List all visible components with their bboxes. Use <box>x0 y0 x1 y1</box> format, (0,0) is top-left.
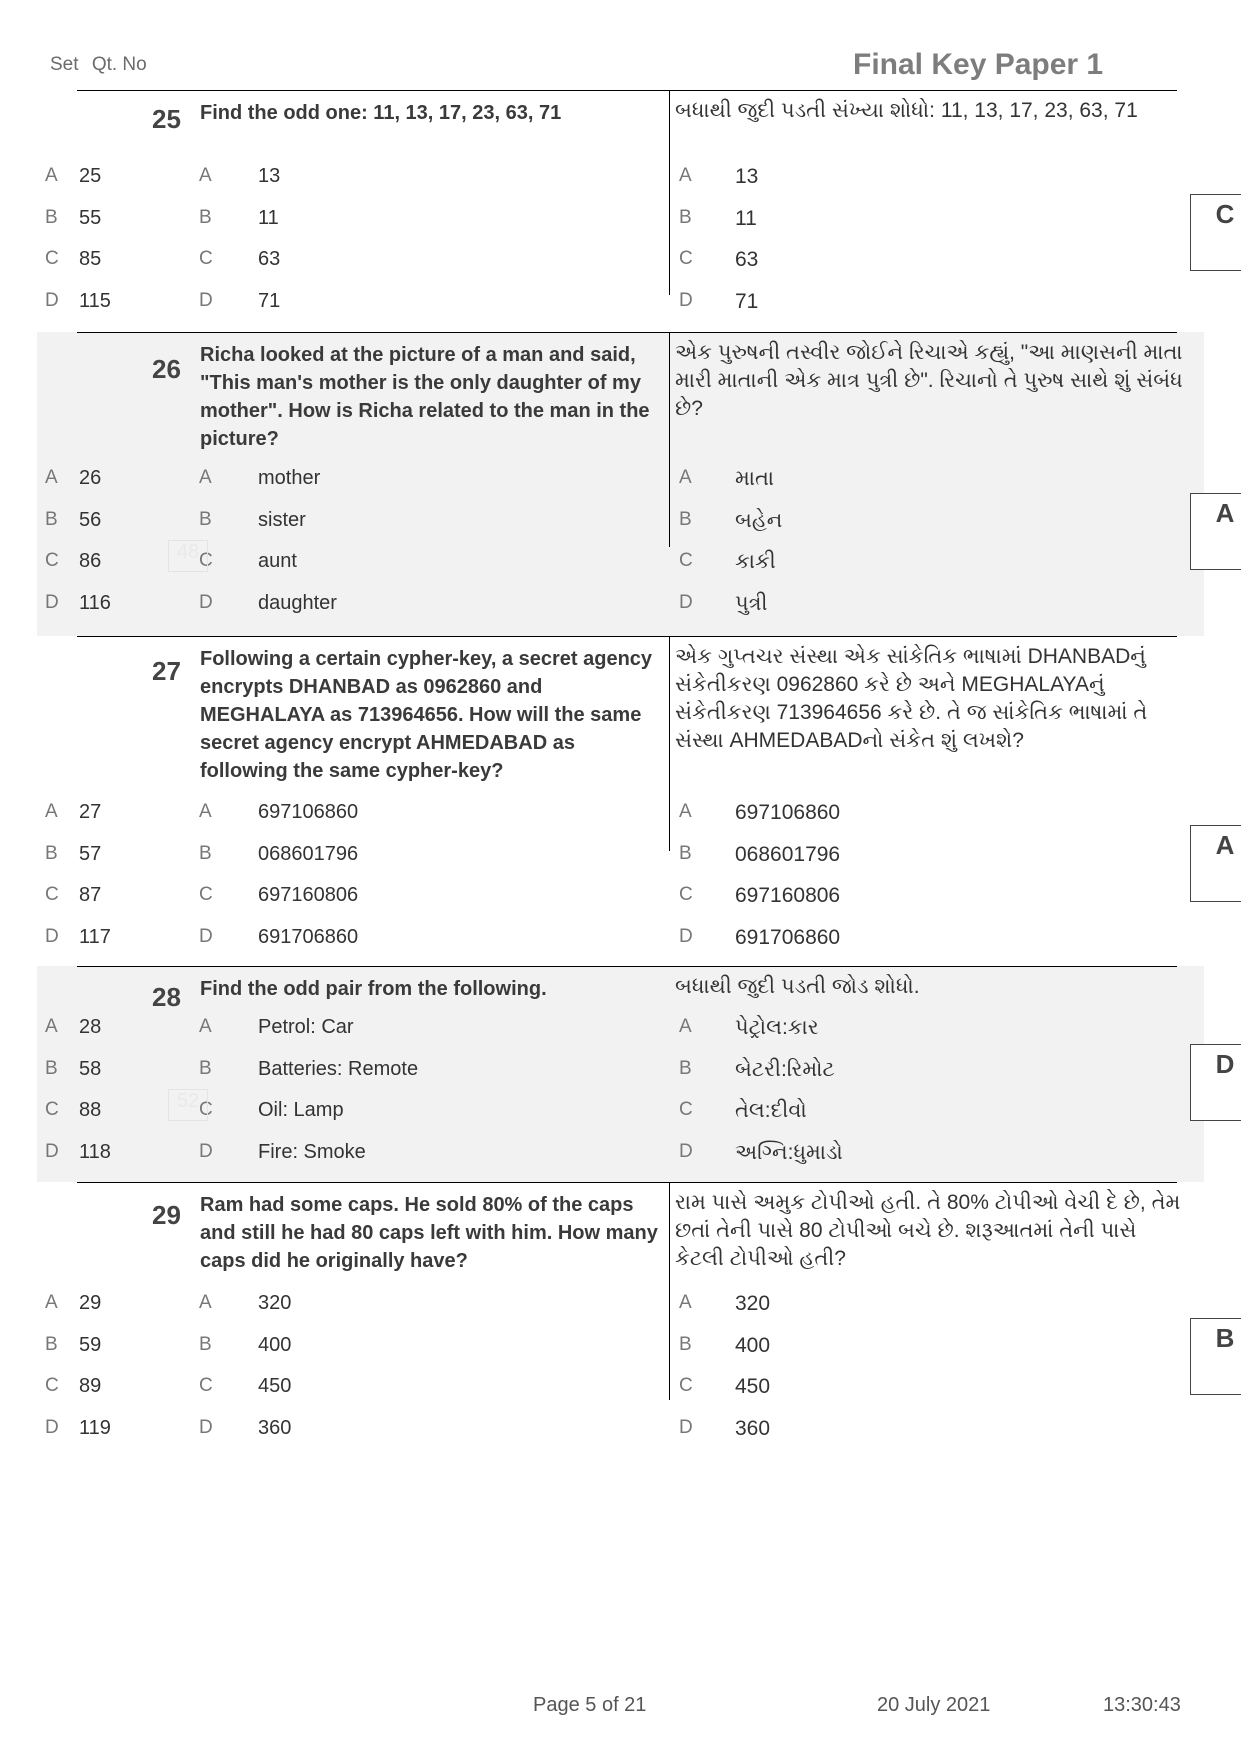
set-question-number: 116 <box>79 591 111 614</box>
set-letter: C <box>45 248 59 269</box>
question-block <box>37 332 1235 636</box>
question-block <box>37 1182 1235 1452</box>
question-text-english: Following a certain cypher-key, a secret agency encrypts DHANBAD as 0962860 and MEGHALAYA as 713964656. How will the same secret agency encrypt AHMEDABAD as following the same cypher-key? <box>200 648 653 782</box>
set-question-number: 58 <box>79 1057 102 1080</box>
option-text-english: 11 <box>258 206 279 229</box>
option-row <box>37 165 1204 195</box>
option-letter-english: B <box>199 206 212 228</box>
answer-key-box <box>1190 493 1241 570</box>
option-letter-gujarati: C <box>679 550 693 571</box>
set-letter: D <box>45 1416 59 1438</box>
option-text-gujarati: 697106860 <box>735 801 841 824</box>
option-text-english: aunt <box>258 550 297 572</box>
option-text-english: 691706860 <box>258 925 359 948</box>
question-text-gujarati: બધાથી જુદી પડતી જોડ શોધો. <box>675 975 920 998</box>
question-text-english: Richa looked at the picture of a man and said, "This man's mother is the only daughter of my mother". How is Richa related to the man in the picture? <box>200 344 650 450</box>
option-text-english: 71 <box>258 289 281 312</box>
print-time: 13:30:43 <box>1103 1694 1181 1716</box>
set-letter: C <box>45 1099 59 1120</box>
option-text-gujarati: 450 <box>735 1375 771 1398</box>
separator-line <box>77 90 1177 91</box>
set-question-number: 55 <box>79 206 102 229</box>
set-letter: A <box>45 1292 58 1313</box>
option-text-english: Oil: Lamp <box>258 1099 344 1121</box>
option-text-english: 63 <box>258 248 281 270</box>
separator-line <box>77 332 1177 333</box>
option-letter-english: B <box>199 842 212 864</box>
set-question-number: 59 <box>79 1333 102 1356</box>
separator-line <box>77 636 1177 637</box>
option-row <box>37 1334 1204 1364</box>
question-text-english: Ram had some caps. He sold 80% of the caps and still he had 80 caps left with him. How many caps did he originally have? <box>200 1194 658 1272</box>
option-text-gujarati: 400 <box>735 1333 771 1357</box>
page-title: Final Key Paper 1 <box>853 48 1104 81</box>
set-question-number: 25 <box>79 165 102 187</box>
column-divider <box>669 1182 670 1400</box>
set-letter: D <box>45 925 59 947</box>
option-letter-english: C <box>199 1375 213 1396</box>
option-letter-english: D <box>199 289 213 311</box>
option-letter-gujarati: D <box>679 1140 693 1162</box>
set-label: Set <box>50 54 79 75</box>
column-header <box>50 54 155 76</box>
option-text-english: 400 <box>258 1333 292 1356</box>
question-block <box>37 966 1235 1182</box>
option-letter-english: B <box>199 1057 212 1079</box>
option-letter-gujarati: C <box>679 1375 693 1396</box>
option-row <box>37 801 1204 831</box>
set-question-number: 86 <box>79 550 102 572</box>
option-text-english: 360 <box>258 1416 292 1439</box>
set-question-number: 88 <box>79 1099 102 1121</box>
option-row <box>37 467 1204 497</box>
set-letter: A <box>45 165 58 186</box>
set-letter: B <box>45 842 58 864</box>
separator-line <box>77 966 1177 967</box>
set-question-number: 118 <box>79 1140 111 1163</box>
question-text-gujarati: બધાથી જુદી પડતી સંખ્યા શોધો: 11, 13, 17, 23, 63, 71 <box>675 99 1138 122</box>
option-row <box>37 1016 1204 1046</box>
set-question-number: 89 <box>79 1375 102 1397</box>
set-letter: D <box>45 1140 59 1162</box>
set-letter: C <box>45 1375 59 1396</box>
option-letter-english: A <box>199 467 212 488</box>
option-text-gujarati: બહેન <box>735 508 783 532</box>
option-text-gujarati: 691706860 <box>735 925 841 949</box>
option-row <box>37 1058 1204 1088</box>
option-row <box>37 207 1204 237</box>
faint-stamp: 48 <box>168 540 208 572</box>
option-text-english: mother <box>258 467 321 489</box>
option-text-gujarati: 63 <box>735 248 759 271</box>
answer-key: D <box>1215 1049 1235 1079</box>
option-text-english: Petrol: Car <box>258 1016 354 1038</box>
set-question-number: 119 <box>79 1416 111 1439</box>
set-letter: B <box>45 206 58 228</box>
option-letter-gujarati: B <box>679 206 692 228</box>
set-question-number: 117 <box>79 925 111 948</box>
separator-line <box>77 1182 1177 1183</box>
option-row <box>37 1141 1204 1171</box>
question-block <box>37 90 1235 332</box>
option-text-english: 697160806 <box>258 884 359 906</box>
set-letter: D <box>45 591 59 613</box>
option-letter-english: C <box>199 884 213 905</box>
set-letter: D <box>45 289 59 311</box>
option-text-english: 13 <box>258 165 281 187</box>
option-row <box>37 550 1204 580</box>
answer-key: B <box>1215 1323 1235 1353</box>
question-number: 29 <box>152 1200 181 1230</box>
option-text-gujarati: માતા <box>735 467 775 490</box>
option-letter-english: D <box>199 925 213 947</box>
option-row <box>37 1375 1204 1405</box>
option-text-english: 697106860 <box>258 801 359 823</box>
option-text-english: daughter <box>258 591 337 614</box>
option-letter-english: D <box>199 1416 213 1438</box>
option-row <box>37 926 1204 956</box>
option-row <box>37 843 1204 873</box>
answer-key-box <box>1190 1318 1241 1395</box>
option-text-gujarati: 11 <box>735 206 757 230</box>
set-letter: A <box>45 801 58 822</box>
option-text-english: 450 <box>258 1375 292 1397</box>
answer-key-box <box>1190 825 1241 902</box>
option-row <box>37 884 1204 914</box>
option-text-gujarati: પુત્રી <box>735 591 768 615</box>
answer-key: C <box>1215 199 1235 229</box>
option-text-english: Fire: Smoke <box>258 1140 366 1163</box>
option-letter-english: C <box>199 1099 213 1120</box>
set-question-number: 28 <box>79 1016 102 1038</box>
set-question-number: 85 <box>79 248 102 270</box>
option-row <box>37 1099 1204 1129</box>
option-text-gujarati: 697160806 <box>735 884 841 907</box>
option-letter-gujarati: A <box>679 165 692 186</box>
question-text-gujarati: એક ગુપ્તચર સંસ્થા એક સાંકેતિક ભાષામાં DHANBADનું સંકેતીકરણ 0962860 કરે છે અને MEGHALAYAનું સંકેતીકરણ 713964656 કરે છે. તે જ સાંકેતિક ભાષામાં તે સંસ્થા AHMEDABADનો સંકેત શું લખશે? <box>675 645 1148 752</box>
option-text-gujarati: બેટરી:રિમોટ <box>735 1057 835 1081</box>
question-number: 25 <box>152 104 181 134</box>
option-text-gujarati: 320 <box>735 1292 771 1315</box>
set-letter: B <box>45 508 58 530</box>
set-letter: C <box>45 550 59 571</box>
option-row <box>37 1417 1204 1447</box>
option-text-gujarati: 068601796 <box>735 842 841 866</box>
option-letter-english: A <box>199 1292 212 1313</box>
faint-stamp: 52 <box>168 1089 208 1121</box>
answer-key: A <box>1215 498 1235 528</box>
option-row <box>37 592 1204 622</box>
set-question-number: 29 <box>79 1292 102 1314</box>
set-letter: C <box>45 884 59 905</box>
option-text-gujarati: 71 <box>735 289 759 313</box>
option-text-english: Batteries: Remote <box>258 1057 419 1080</box>
option-row <box>37 290 1204 320</box>
option-letter-gujarati: A <box>679 801 692 822</box>
set-letter: B <box>45 1057 58 1079</box>
option-letter-english: D <box>199 591 213 613</box>
answer-key-box <box>1190 1044 1241 1121</box>
option-letter-gujarati: A <box>679 467 692 488</box>
option-row <box>37 248 1204 278</box>
option-text-english: 320 <box>258 1292 292 1314</box>
option-text-gujarati: કાકી <box>735 550 776 573</box>
option-letter-english: C <box>199 248 213 269</box>
question-text-gujarati: રામ પાસે અમુક ટોપીઓ હતી. તે 80% ટોપીઓ વેચી દે છે, તેમ છતાં તેની પાસે 80 ટોપીઓ બચે છે. શરૂઆતમાં તેની પાસે કેટલી ટોપીઓ હતી? <box>675 1191 1181 1270</box>
option-letter-english: B <box>199 508 212 530</box>
question-text-english: Find the odd one: 11, 13, 17, 23, 63, 71 <box>200 102 562 124</box>
set-question-number: 56 <box>79 508 102 531</box>
option-letter-english: C <box>199 550 213 571</box>
set-letter: A <box>45 1016 58 1037</box>
option-text-gujarati: 360 <box>735 1416 771 1440</box>
option-letter-english: A <box>199 1016 212 1037</box>
option-letter-gujarati: C <box>679 248 693 269</box>
option-letter-gujarati: D <box>679 925 693 947</box>
question-text-gujarati: એક પુરુષની તસ્વીર જોઈને રિચાએ કહ્યું, "આ માણસની માતા મારી માતાની એક માત્ર પુત્રી છે". રિચાનો તે પુરુષ સાથે શું સંબંધ છે? <box>675 341 1183 420</box>
option-text-english: sister <box>258 508 306 531</box>
set-question-number: 115 <box>79 289 111 312</box>
option-letter-gujarati: C <box>679 1099 693 1120</box>
option-letter-english: A <box>199 801 212 822</box>
option-letter-gujarati: B <box>679 1057 692 1079</box>
option-letter-gujarati: D <box>679 591 693 613</box>
option-text-english: 068601796 <box>258 842 359 865</box>
option-letter-english: B <box>199 1333 212 1355</box>
set-question-number: 27 <box>79 801 102 823</box>
answer-key-box <box>1190 194 1241 271</box>
option-letter-gujarati: B <box>679 508 692 530</box>
question-number: 28 <box>152 982 181 1012</box>
option-letter-gujarati: A <box>679 1292 692 1313</box>
set-question-number: 26 <box>79 467 102 489</box>
option-text-gujarati: પેટ્રોલ:કાર <box>735 1016 819 1039</box>
option-letter-english: D <box>199 1140 213 1162</box>
question-number: 26 <box>152 354 181 384</box>
set-question-number: 57 <box>79 842 102 865</box>
option-letter-gujarati: D <box>679 1416 693 1438</box>
set-letter: B <box>45 1333 58 1355</box>
option-letter-gujarati: A <box>679 1016 692 1037</box>
option-text-gujarati: અગ્નિ:ધુમાડો <box>735 1140 843 1164</box>
answer-key: A <box>1215 830 1235 860</box>
option-row <box>37 1292 1204 1322</box>
print-date: 20 July 2021 <box>877 1694 991 1716</box>
option-letter-gujarati: B <box>679 842 692 864</box>
option-letter-gujarati: B <box>679 1333 692 1355</box>
option-letter-english: A <box>199 165 212 186</box>
option-letter-gujarati: D <box>679 289 693 311</box>
option-text-gujarati: 13 <box>735 165 759 188</box>
option-letter-gujarati: C <box>679 884 693 905</box>
question-block <box>37 636 1235 966</box>
set-question-number: 87 <box>79 884 102 906</box>
question-text-english: Find the odd pair from the following. <box>200 978 547 1000</box>
option-row <box>37 509 1204 539</box>
question-number-label: Qt. No <box>91 54 147 75</box>
page-number: Page 5 of 21 <box>533 1694 647 1716</box>
option-text-gujarati: તેલ:દીવો <box>735 1099 807 1122</box>
set-letter: A <box>45 467 58 488</box>
question-number: 27 <box>152 656 181 686</box>
